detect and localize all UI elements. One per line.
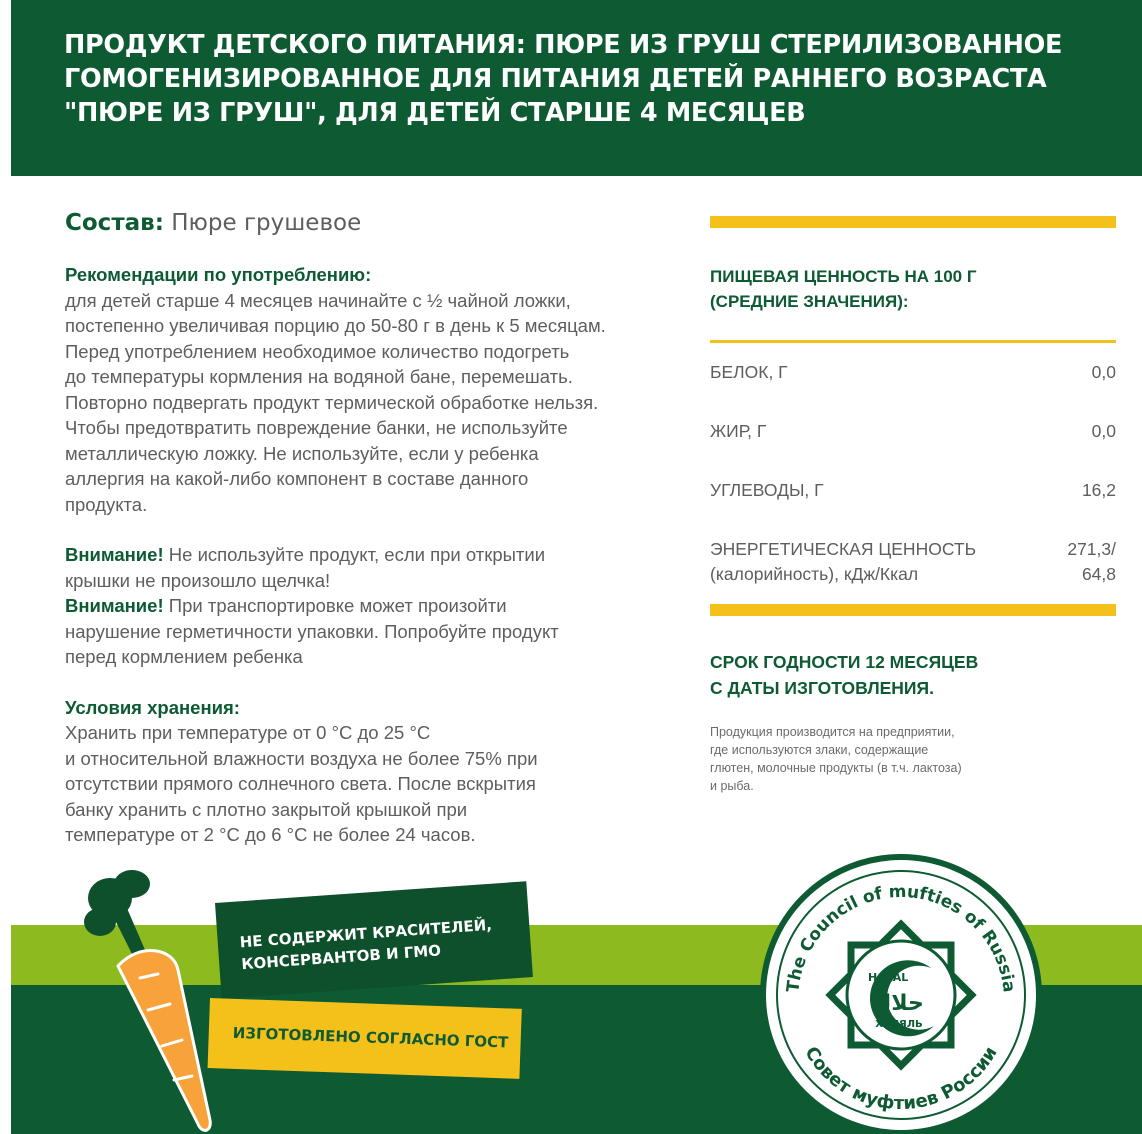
seal-arabic: حلال: [872, 991, 924, 1016]
yellow-divider: [710, 604, 1116, 616]
yellow-divider: [710, 216, 1116, 228]
usage-line: постепенно увеличивая порцию до 50-80 г в день к 5 месяцам.: [65, 315, 606, 336]
allergen-note: [710, 723, 1040, 795]
energy-label-line: (калорийность), кДж/Ккал: [710, 564, 919, 584]
energy-value-line: 64,8: [1081, 564, 1116, 584]
nutrition-row-energy: [710, 520, 1116, 604]
shelf-life: [710, 649, 1116, 701]
composition-label: Состав:: [65, 210, 164, 236]
nutrient-label: ЖИР, Г: [710, 421, 767, 441]
warnings-section: [65, 542, 685, 670]
storage-line: банку хранить с плотно закрытой крышкой при: [65, 798, 468, 820]
usage-line: металлическую ложку. Не используйте, если у ребенка: [65, 442, 539, 464]
usage-section: [65, 262, 685, 517]
usage-line: Перед употреблением необходимое количество подогреть: [65, 340, 570, 362]
nutrition-row-protein: [710, 343, 1116, 402]
nutrient-value: 0,0: [1091, 362, 1116, 382]
usage-line: Чтобы предотвратить повреждение банки, не используйте: [65, 417, 568, 438]
seal-halal-ru: ХАЛЯЛЬ: [875, 1019, 923, 1030]
seal-top-arc: The Council of mufties of Russia: [783, 881, 1019, 994]
nutrition-panel: [710, 216, 1116, 795]
nutrition-title: [710, 264, 1116, 314]
nutrient-label: БЕЛОК, Г: [710, 362, 788, 382]
warning-line: [65, 542, 685, 568]
storage-line: температуре от 2 °С до 6 °С не более 24 часов.: [65, 824, 476, 845]
composition-value: Пюре грушевое: [171, 210, 362, 236]
energy-value: [1067, 537, 1116, 587]
shelf-life-line: С ДАТЫ ИЗГОТОВЛЕНИЯ.: [710, 678, 934, 698]
nutrition-title-line: (СРЕДНИЕ ЗНАЧЕНИЯ):: [710, 292, 909, 311]
storage-section: [65, 695, 685, 848]
usage-title: Рекомендации по употреблению:: [65, 264, 372, 285]
left-column: [65, 206, 685, 848]
usage-line: продукта.: [65, 493, 148, 515]
halal-seal-icon: [756, 850, 1046, 1134]
composition: [65, 206, 685, 240]
storage-text: [65, 720, 685, 848]
allergen-note-line: Продукция производится на предприятии,: [710, 725, 955, 739]
warning-label: Внимание!: [65, 544, 164, 565]
warning-line: нарушение герметичности упаковки. Попробуйте продукт: [65, 620, 559, 642]
shelf-life-line: СРОК ГОДНОСТИ 12 МЕСЯЦЕВ: [710, 652, 979, 672]
warning-text: Не используйте продукт, если при открытии: [163, 544, 546, 565]
warning-line: перед кормлением ребенка: [65, 646, 303, 667]
allergen-note-line: глютен, молочные продукты (в т.ч. лактоза): [710, 761, 962, 775]
usage-text: [65, 288, 685, 518]
nutrient-value: 0,0: [1091, 421, 1116, 441]
gost-badge: [208, 998, 522, 1079]
storage-line: отсутствии прямого солнечного света. После вскрытия: [65, 773, 536, 794]
storage-line: Хранить при температуре от 0 °С до 25 °С: [65, 722, 431, 743]
nutrition-title-line: ПИЩЕВАЯ ЦЕННОСТЬ НА 100 Г: [710, 267, 977, 286]
nutrition-row-fat: [710, 402, 1116, 461]
warning-label: Внимание!: [65, 595, 164, 616]
energy-value-line: 271,3/: [1067, 539, 1116, 559]
seal-bottom-arc: Совет муфтиев России: [800, 1042, 1002, 1115]
allergen-note-line: где используются злаки, содержащие: [710, 743, 929, 757]
allergen-note-line: и рыба.: [710, 779, 754, 793]
nutrient-value: 16,2: [1081, 480, 1116, 500]
header-banner: [11, 0, 1142, 176]
warning-text: При транспортировке может произойти: [163, 595, 507, 616]
storage-line: и относительной влажности воздуха не более 75% при: [65, 747, 538, 769]
nutrient-label: УГЛЕВОДЫ, Г: [710, 480, 824, 500]
energy-label-line: ЭНЕРГЕТИЧЕСКАЯ ЦЕННОСТЬ: [710, 539, 977, 559]
carrot-icon: [70, 870, 220, 1134]
usage-line: аллергия на какой-либо компонент в составе данного: [65, 468, 529, 489]
storage-title: Условия хранения:: [65, 696, 240, 718]
usage-line: Повторно подвергать продукт термической обработке нельзя.: [65, 391, 599, 413]
product-title: ПРОДУКТ ДЕТСКОГО ПИТАНИЯ: ПЮРЕ ИЗ ГРУШ СТЕРИЛИЗОВАННОЕ ГОМОГЕНИЗИРОВАННОЕ ДЛЯ ПИТАНИЯ ДЕТЕЙ РАННЕГО ВОЗРАСТА "ПЮРЕ ИЗ ГРУШ", ДЛЯ ДЕТЕЙ СТАРШЕ 4 МЕСЯЦЕВ: [64, 30, 1063, 128]
no-additives-text: НЕ СОДЕРЖИТ КРАСИТЕЛЕЙ, КОНСЕРВАНТОВ И ГМО: [239, 915, 493, 974]
seal-halal: HALAL: [868, 971, 909, 984]
warning-line: [65, 593, 685, 619]
warning-line: крышки не произошло щелчка!: [65, 569, 331, 591]
usage-line: до температуры кормления на водяной бане, перемешать.: [65, 366, 573, 387]
gost-text: ИЗГОТОВЛЕНО СОГЛАСНО ГОСТ: [232, 1023, 509, 1052]
usage-line: для детей старше 4 месяцев начинайте с ½ чайной ложки,: [65, 289, 571, 311]
nutrition-row-carbs: [710, 461, 1116, 520]
energy-label: [710, 537, 976, 587]
